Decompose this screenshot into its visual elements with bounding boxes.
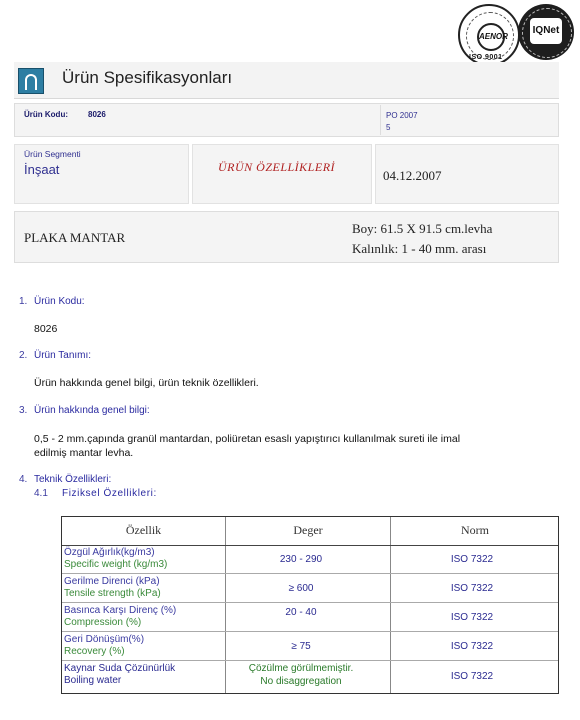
table-row (62, 632, 558, 661)
code-value: 8026 (88, 110, 106, 119)
property-norm: ISO 7322 (450, 671, 494, 682)
thickness-line: Kalınlık: 1 - 40 mm. arası (352, 241, 487, 256)
section-body-line: edilmiş mantar levha. (34, 447, 134, 459)
code-label: Ürün Kodu: (24, 110, 68, 119)
segment-value: İnşaat (24, 162, 60, 177)
property-value: Çözülme görülmemiştir. (248, 663, 354, 674)
product-name: PLAKA MANTAR (24, 230, 126, 245)
segment-label: Ürün Segmenti (24, 149, 81, 159)
property-en: Recovery (%) (64, 646, 125, 657)
table-row (62, 574, 558, 603)
table-row (62, 545, 558, 574)
iso-label: ISO 9001 (469, 54, 503, 61)
section-title: Ürün hakkında genel bilgi: (34, 405, 150, 416)
property-value: ≥ 600 (288, 583, 314, 594)
iqnet-certification-logo (518, 4, 574, 60)
iqnet-mark: IQNet (530, 18, 562, 44)
size-line: Boy: 61.5 X 91.5 cm.levha (352, 221, 493, 236)
property-tr: Gerilme Direnci (kPa) (64, 576, 160, 587)
property-tr: Basınca Karşı Direnç (%) (64, 605, 177, 616)
po-value: 5 (386, 123, 391, 132)
door-icon (18, 68, 44, 94)
date-value: 04.12.2007 (383, 168, 442, 183)
property-en: Tensile strength (kPa) (64, 588, 161, 599)
section-body: 8026 (34, 323, 58, 335)
features-heading: ÜRÜN ÖZELLİKLERİ (218, 160, 336, 174)
section-title: Ürün Kodu: (34, 296, 85, 307)
code-panel (14, 103, 559, 137)
table-header (62, 517, 558, 546)
property-norm: ISO 7322 (450, 554, 494, 565)
table-row (62, 661, 558, 693)
section-title: Ürün Tanımı: (34, 350, 92, 361)
aenor-certification-logo (458, 4, 520, 66)
property-value-en: No disaggregation (260, 676, 342, 687)
po-label: PO 2007 (386, 111, 418, 120)
subsection-title: Fiziksel Özellikleri: (62, 488, 157, 499)
property-value: ≥ 75 (291, 641, 311, 652)
property-value: 230 - 290 (279, 554, 323, 565)
section-number: 1. (19, 296, 28, 307)
property-tr: Özgül Ağırlık(kg/m3) (64, 547, 155, 558)
page-title: Ürün Spesifikasyonları (62, 68, 233, 87)
section-number: 2. (19, 350, 28, 361)
divider (380, 105, 381, 135)
header-value: Deger (293, 523, 323, 537)
properties-table (61, 516, 559, 694)
section-number: 3. (19, 405, 28, 416)
header-norm: Norm (461, 523, 489, 537)
section-body: Ürün hakkında genel bilgi, ürün teknik özellikleri. (34, 377, 259, 389)
property-en: Specific weight (kg/m3) (64, 559, 168, 570)
header-property: Özellik (125, 523, 162, 537)
subsection-number: 4.1 (34, 488, 48, 499)
property-tr: Geri Dönüşüm(%) (64, 634, 145, 645)
property-norm: ISO 7322 (450, 612, 494, 623)
property-en: Boiling water (64, 675, 122, 686)
property-norm: ISO 7322 (450, 641, 494, 652)
aenor-mark: AENOR (477, 23, 505, 51)
property-value: 20 - 40 (285, 607, 317, 618)
table-row (62, 603, 558, 632)
property-norm: ISO 7322 (450, 583, 494, 594)
section-body-line: 0,5 - 2 mm.çapında granül mantardan, poliüretan esaslı yapıştırıcı kullanılmak sureti ile imal (34, 433, 461, 445)
property-en: Compression (%) (64, 617, 142, 628)
section-title: Teknik Özellikleri: (34, 474, 112, 485)
section-number: 4. (19, 474, 28, 485)
property-tr: Kaynar Suda Çözünürlük (64, 663, 176, 674)
